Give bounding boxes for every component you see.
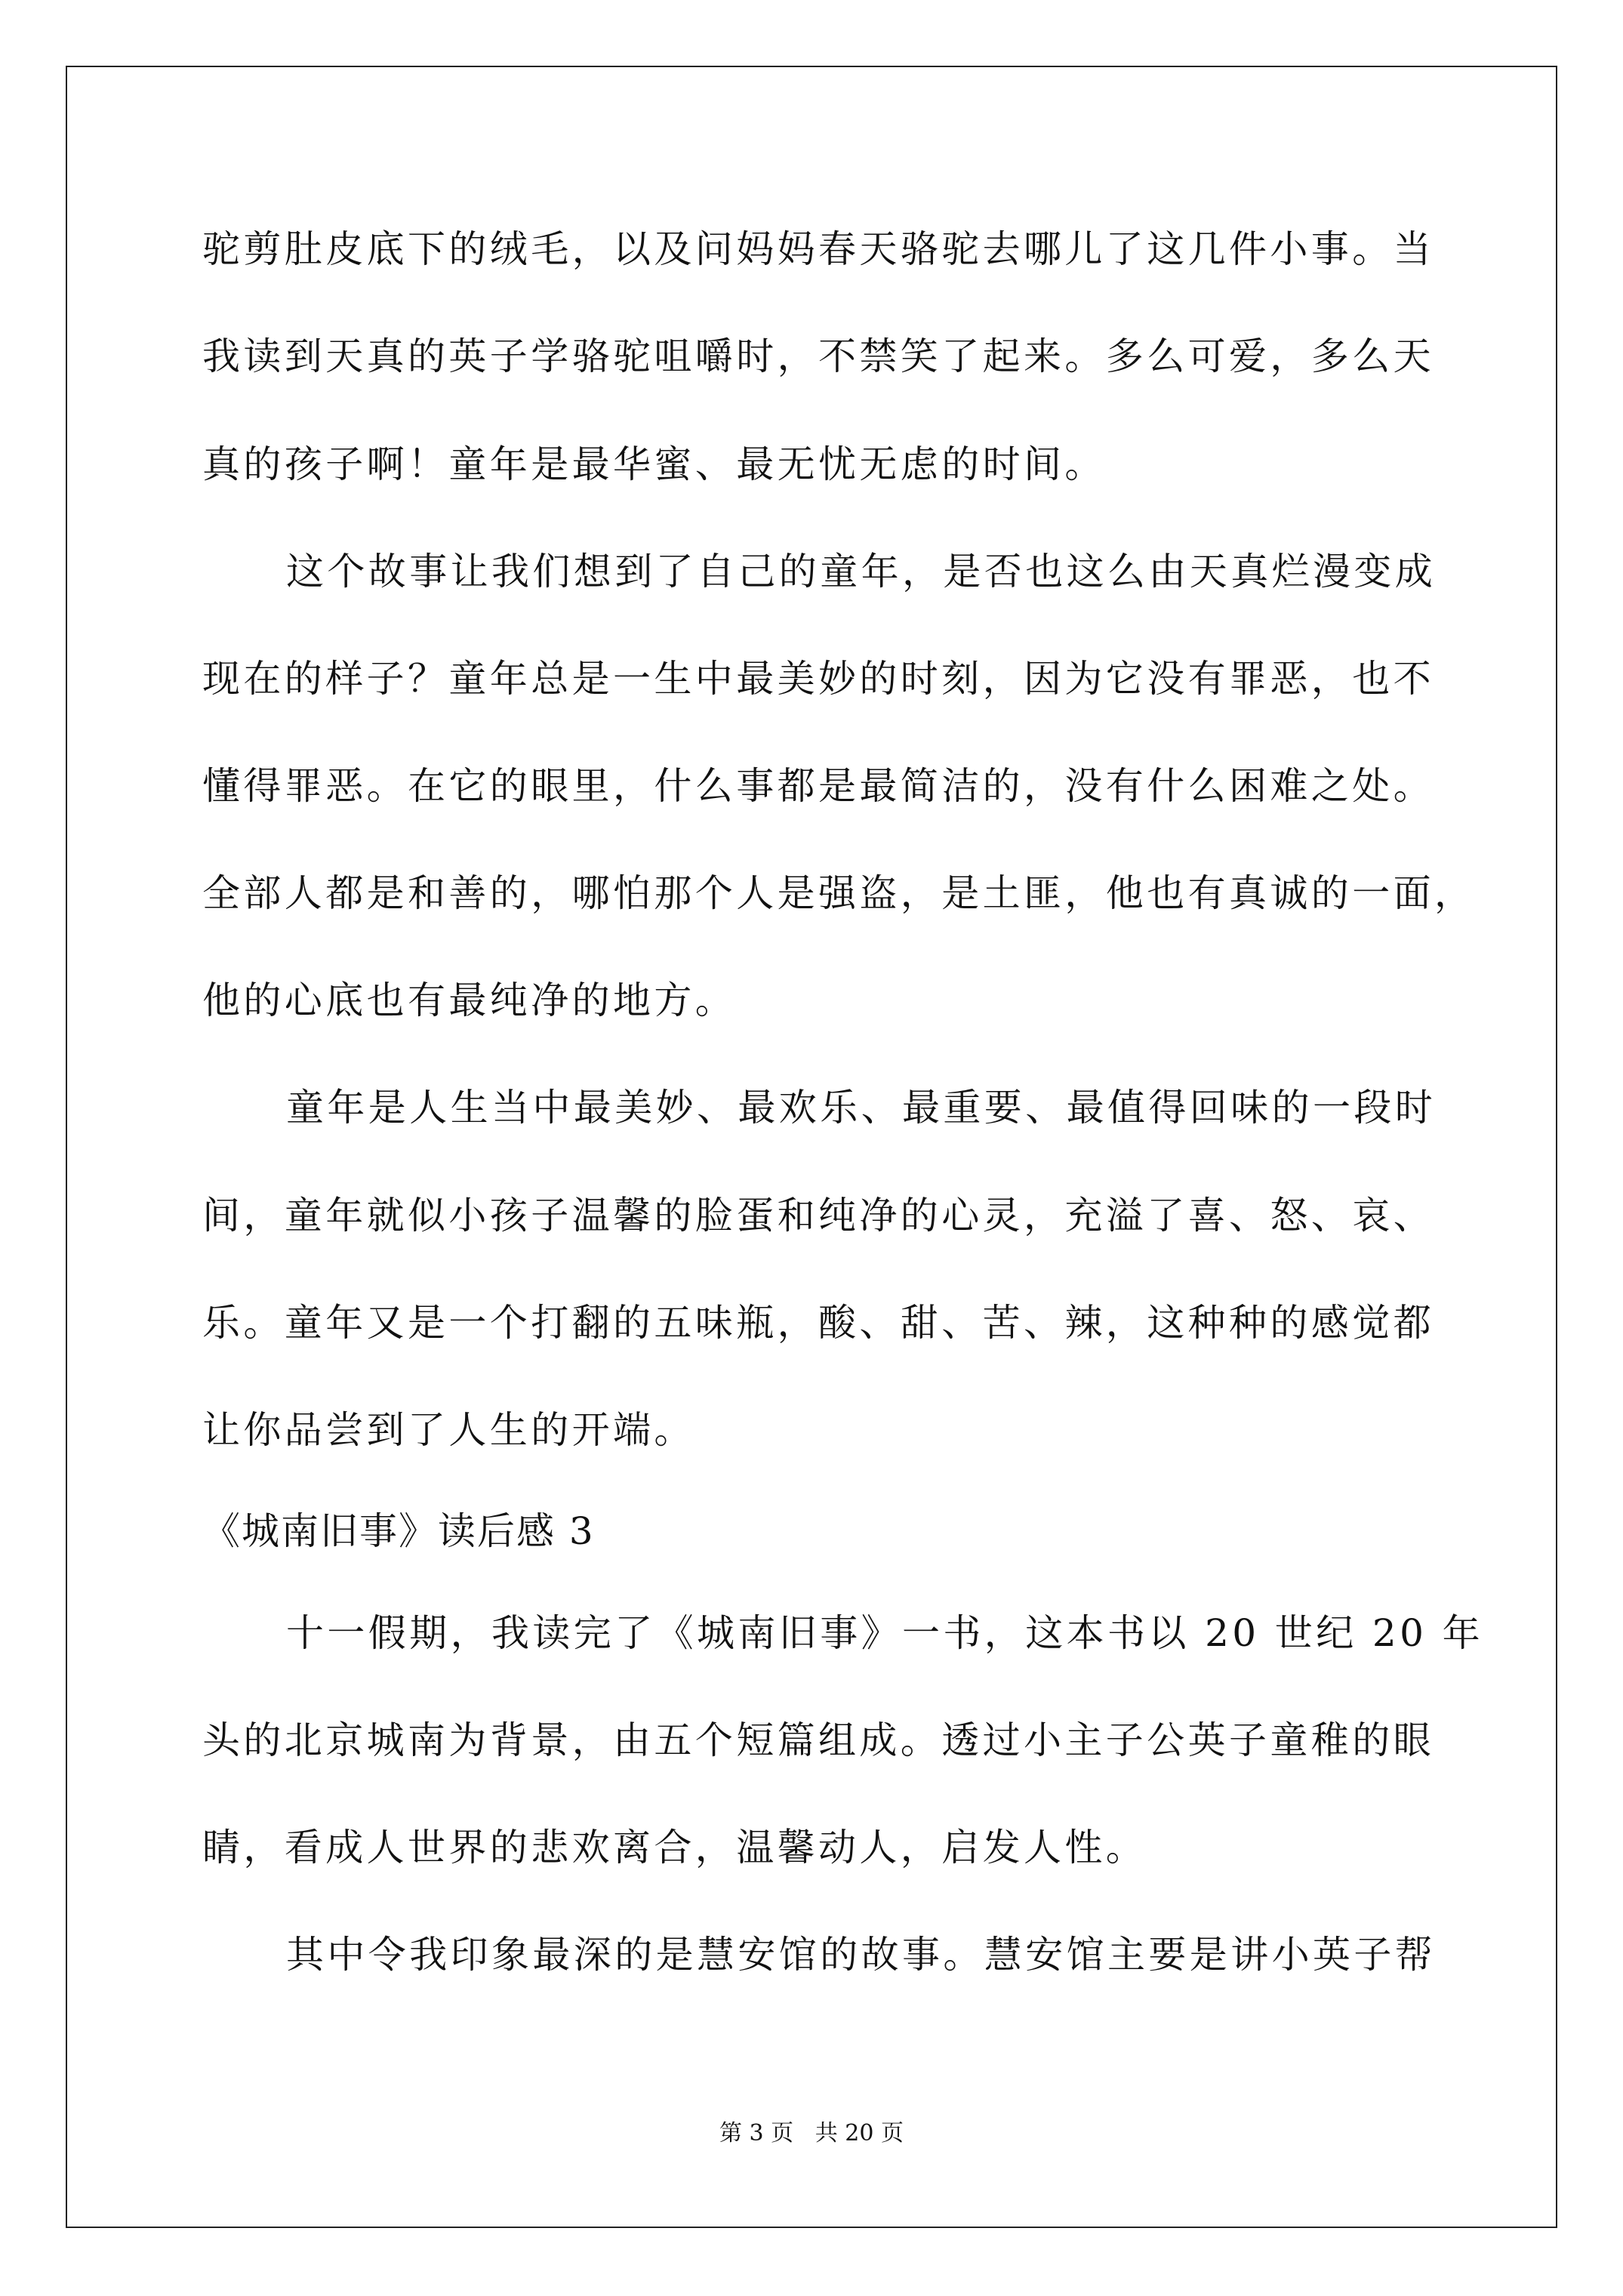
text-line-5: 现在的样子？童年总是一生中最美妙的时刻，因为它没有罪恶，也不 (202, 657, 1434, 701)
text-line-4: 这个故事让我们想到了自己的童年，是否也这么由天真烂漫变成 (286, 550, 1437, 593)
text-line-6: 懂得罪恶。在它的眼里，什么事都是最简洁的，没有什么困难之处。 (202, 764, 1434, 808)
text-line-11: 乐。童年又是一个打翻的五味瓶，酸、甜、苦、辣，这种种的感觉都 (202, 1301, 1434, 1345)
section-heading: 《城南旧事》读后感 3 (202, 1509, 595, 1553)
text-line-1: 驼剪肚皮底下的绒毛，以及问妈妈春天骆驼去哪儿了这几件小事。当 (202, 227, 1434, 271)
text-line-3: 真的孩子啊！童年是最华蜜、最无忧无虑的时间。 (202, 442, 1106, 486)
text-line-9: 童年是人生当中最美妙、最欢乐、最重要、最值得回味的一段时 (286, 1086, 1437, 1130)
text-line-12: 让你品尝到了人生的开端。 (202, 1408, 695, 1452)
text-line-16: 其中令我印象最深的是慧安馆的故事。慧安馆主要是讲小英子帮 (286, 1933, 1437, 1977)
text-line-15: 睛，看成人世界的悲欢离合，温馨动人，启发人性。 (202, 1826, 1147, 1869)
page-border (66, 66, 1557, 2228)
text-line-7: 全部人都是和善的，哪怕那个人是强盗，是土匪，他也有真诚的一面， (202, 871, 1476, 915)
text-line-2: 我读到天真的英子学骆驼咀嚼时，不禁笑了起来。多么可爱，多么天 (202, 334, 1434, 378)
text-line-10: 间，童年就似小孩子温馨的脸蛋和纯净的心灵，充溢了喜、怒、哀、 (202, 1194, 1434, 1237)
text-line-13: 十一假期，我读完了《城南旧事》一书，这本书以 20 世纪 20 年 (286, 1611, 1484, 1655)
text-line-14: 头的北京城南为背景，由五个短篇组成。透过小主子公英子童稚的眼 (202, 1718, 1434, 1762)
text-line-8: 他的心底也有最纯净的地方。 (202, 978, 737, 1022)
page-footer: 第 3 页 共 20 页 (719, 2120, 904, 2147)
